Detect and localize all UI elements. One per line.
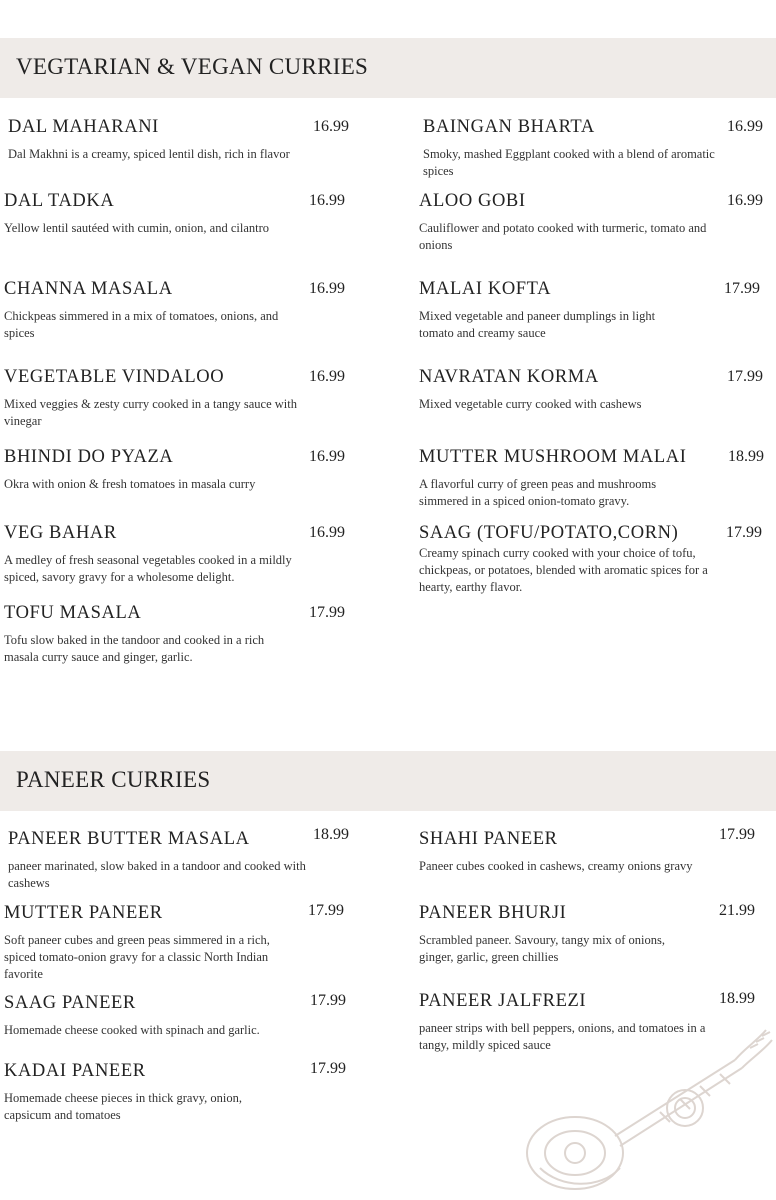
paneer-curries-header xyxy=(0,751,776,811)
item-name: DAL MAHARANI xyxy=(8,117,159,137)
item-price: 16.99 xyxy=(313,118,349,135)
item-name: DAL TADKA xyxy=(4,191,115,211)
item-price: 17.99 xyxy=(310,1060,346,1077)
item-description: Mixed vegetable and paneer dumplings in light tomato and creamy sauce xyxy=(419,309,656,340)
item-price: 16.99 xyxy=(727,192,763,209)
item-description: A medley of fresh seasonal vegetables cooked in a mildly spiced, savory gravy for a wholesome delight. xyxy=(4,553,292,584)
item-price: 17.99 xyxy=(727,368,763,385)
item-description: Mixed veggies & zesty curry cooked in a tangy sauce with vinegar xyxy=(4,397,297,428)
item-description: Cauliflower and potato cooked with turmeric, tomato and onions xyxy=(419,221,707,252)
item-description: Chickpeas simmered in a mix of tomatoes, onions, and spices xyxy=(4,309,279,340)
item-description: Smoky, mashed Eggplant cooked with a blend of aromatic spices xyxy=(423,147,715,178)
item-name: KADAI PANEER xyxy=(4,1061,146,1081)
item-name: TOFU MASALA xyxy=(4,603,142,623)
item-price: 16.99 xyxy=(309,368,345,385)
item-description: Yellow lentil sautéed with cumin, onion, and cilantro xyxy=(4,221,270,235)
item-name: BAINGAN BHARTA xyxy=(423,117,595,137)
item-description: Creamy spinach curry cooked with your choice of tofu, chickpeas, or potatoes, blended with aromatic spices for a hearty, earthy flavor. xyxy=(419,546,708,594)
item-description: A flavorful curry of green peas and mushrooms simmered in a spiced onion-tomato gravy. xyxy=(419,477,657,508)
item-name: MUTTER PANEER xyxy=(4,903,163,923)
item-description: paneer marinated, slow baked in a tandoor and cooked with cashews xyxy=(8,859,306,890)
item-name: MUTTER MUSHROOM MALAI xyxy=(419,447,687,467)
item-name: NAVRATAN KORMA xyxy=(419,367,599,387)
item-description: Dal Makhni is a creamy, spiced lentil dish, rich in flavor xyxy=(8,147,290,161)
item-description: Tofu slow baked in the tandoor and cooked in a rich masala curry sauce and ginger, garlic. xyxy=(4,633,265,664)
item-price: 17.99 xyxy=(724,280,760,297)
item-name: PANEER BHURJI xyxy=(419,903,567,923)
item-price: 17.99 xyxy=(308,902,344,919)
item-price: 21.99 xyxy=(719,902,755,919)
item-description: Okra with onion & fresh tomatoes in masala curry xyxy=(4,477,256,491)
item-description: Homemade cheese cooked with spinach and garlic. xyxy=(4,1023,260,1037)
item-description: Paneer cubes cooked in cashews, creamy onions gravy xyxy=(419,859,693,873)
item-description: paneer strips with bell peppers, onions, and tomatoes in a tangy, mildly spiced sauce xyxy=(419,1021,706,1052)
item-price: 17.99 xyxy=(726,524,762,541)
item-name: SAAG PANEER xyxy=(4,993,136,1013)
item-name: BHINDI DO PYAZA xyxy=(4,447,174,467)
item-description: Soft paneer cubes and green peas simmered in a rich, spiced tomato-onion gravy for a classic North Indian favorite xyxy=(4,933,270,981)
item-price: 16.99 xyxy=(309,448,345,465)
item-name: PANEER JALFREZI xyxy=(419,991,587,1011)
item-name: VEG BAHAR xyxy=(4,523,117,543)
section-title: VEGTARIAN & VEGAN CURRIES xyxy=(16,54,369,79)
veg-curries-header xyxy=(0,38,776,98)
item-price: 16.99 xyxy=(309,280,345,297)
item-name: MALAI KOFTA xyxy=(419,279,552,299)
item-name: PANEER BUTTER MASALA xyxy=(8,829,250,849)
item-price: 18.99 xyxy=(728,448,764,465)
item-description: Mixed vegetable curry cooked with cashews xyxy=(419,397,642,411)
item-price: 17.99 xyxy=(310,992,346,1009)
item-name: CHANNA MASALA xyxy=(4,279,173,299)
item-price: 17.99 xyxy=(309,604,345,621)
item-name: VEGETABLE VINDALOO xyxy=(4,367,225,387)
item-price: 17.99 xyxy=(719,826,755,843)
section-title: PANEER CURRIES xyxy=(16,767,211,792)
item-price: 18.99 xyxy=(313,826,349,843)
item-name: SAAG (TOFU/POTATO,CORN) xyxy=(419,523,679,543)
item-price: 18.99 xyxy=(719,990,755,1007)
item-price: 16.99 xyxy=(727,118,763,135)
item-description: Homemade cheese pieces in thick gravy, onion, capsicum and tomatoes xyxy=(4,1091,242,1122)
item-description: Scrambled paneer. Savoury, tangy mix of onions, ginger, garlic, green chillies xyxy=(419,933,666,964)
item-name: SHAHI PANEER xyxy=(419,829,558,849)
veena-icon xyxy=(520,1018,776,1200)
item-price: 16.99 xyxy=(309,192,345,209)
item-name: ALOO GOBI xyxy=(419,191,526,211)
item-price: 16.99 xyxy=(309,524,345,541)
